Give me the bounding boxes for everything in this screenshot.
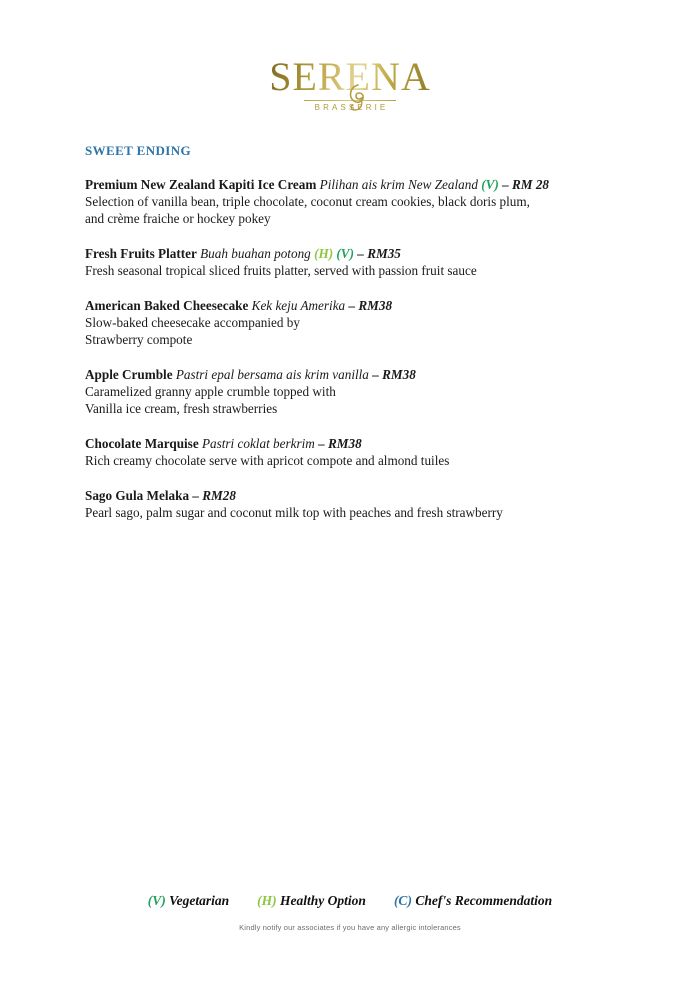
menu-item-description: Strawberry compote (85, 332, 193, 347)
menu-item-translation: Pastri epal bersama ais krim vanilla (175, 367, 369, 382)
menu-item-description: Slow-baked cheesecake accompanied by (85, 315, 300, 330)
menu-item-description: Vanilla ice cream, fresh strawberries (85, 401, 278, 416)
menu-item-heading (85, 435, 625, 452)
menu-item (85, 176, 625, 227)
menu-item-name: Apple Crumble (85, 367, 173, 382)
menu-item-name: Fresh Fruits Platter (85, 246, 197, 261)
legend-entry (257, 893, 366, 909)
menu-item-translation: Kek keju Amerika (251, 298, 346, 313)
menu-item-heading (85, 366, 625, 383)
menu-item-name: American Baked Cheesecake (85, 298, 249, 313)
legend-entry (148, 893, 229, 909)
legend-label: Vegetarian (165, 893, 230, 908)
logo-divider (304, 100, 396, 101)
menu-item-description: Rich creamy chocolate serve with apricot compote and almond tuiles (85, 453, 450, 468)
menu-item-price: – RM28 (192, 488, 236, 503)
menu-item-heading (85, 487, 625, 504)
legend-label: Healthy Option (276, 893, 366, 908)
legend-code: (V) (147, 893, 166, 908)
restaurant-logo (0, 55, 700, 112)
allergy-note: Kindly notify our associates if you have any allergic intolerances (239, 923, 461, 932)
legend-label: Chef's Recommendation (411, 893, 553, 908)
menu-item-price: – RM35 (357, 246, 401, 261)
menu-item-price: – RM 28 (502, 177, 550, 192)
menu-item-price: – RM38 (318, 436, 362, 451)
menu-item-description: Pearl sago, palm sugar and coconut milk top with peaches and fresh strawberry (85, 505, 503, 520)
menu-item (85, 366, 625, 417)
dietary-tag: (H) (314, 246, 334, 261)
dietary-legend (0, 893, 700, 909)
menu-item (85, 297, 625, 348)
dietary-tag: (V) (481, 177, 499, 192)
legend-code: (C) (393, 893, 412, 908)
menu-item-translation: Pastri coklat berkrim (201, 436, 315, 451)
menu-item-price: – RM38 (372, 367, 416, 382)
logo-wordmark: SERENA (269, 54, 431, 99)
menu-item (85, 487, 625, 521)
menu-item-name: Premium New Zealand Kapiti Ice Cream (85, 177, 317, 192)
menu-item-list (85, 176, 625, 521)
menu-item-name: Sago Gula Melaka (85, 488, 190, 503)
menu-item-heading (85, 245, 625, 262)
menu-item-description: and crème fraiche or hockey pokey (85, 211, 271, 226)
menu-item-translation: Buah buahan potong (200, 246, 311, 261)
menu-item-translation: Pilihan ais krim New Zealand (319, 177, 478, 192)
menu-item-price: – RM38 (348, 298, 393, 313)
section-heading: SWEET ENDING (85, 143, 192, 158)
menu-item-heading (85, 297, 625, 314)
menu-item-description: Fresh seasonal tropical sliced fruits platter, served with passion fruit sauce (85, 263, 477, 278)
logo-subtitle: BRASSERIE (314, 103, 389, 112)
menu-item-name: Chocolate Marquise (85, 436, 199, 451)
legend-entry (394, 893, 552, 909)
menu-item-description: Caramelized granny apple crumble topped with (85, 384, 336, 399)
menu-item-description: Selection of vanilla bean, triple chocolate, coconut cream cookies, black doris plum, (85, 194, 530, 209)
menu-item (85, 435, 625, 469)
menu-item-heading (85, 176, 625, 193)
dietary-tag: (V) (336, 246, 354, 261)
menu-item (85, 245, 625, 279)
legend-code: (H) (257, 893, 277, 908)
